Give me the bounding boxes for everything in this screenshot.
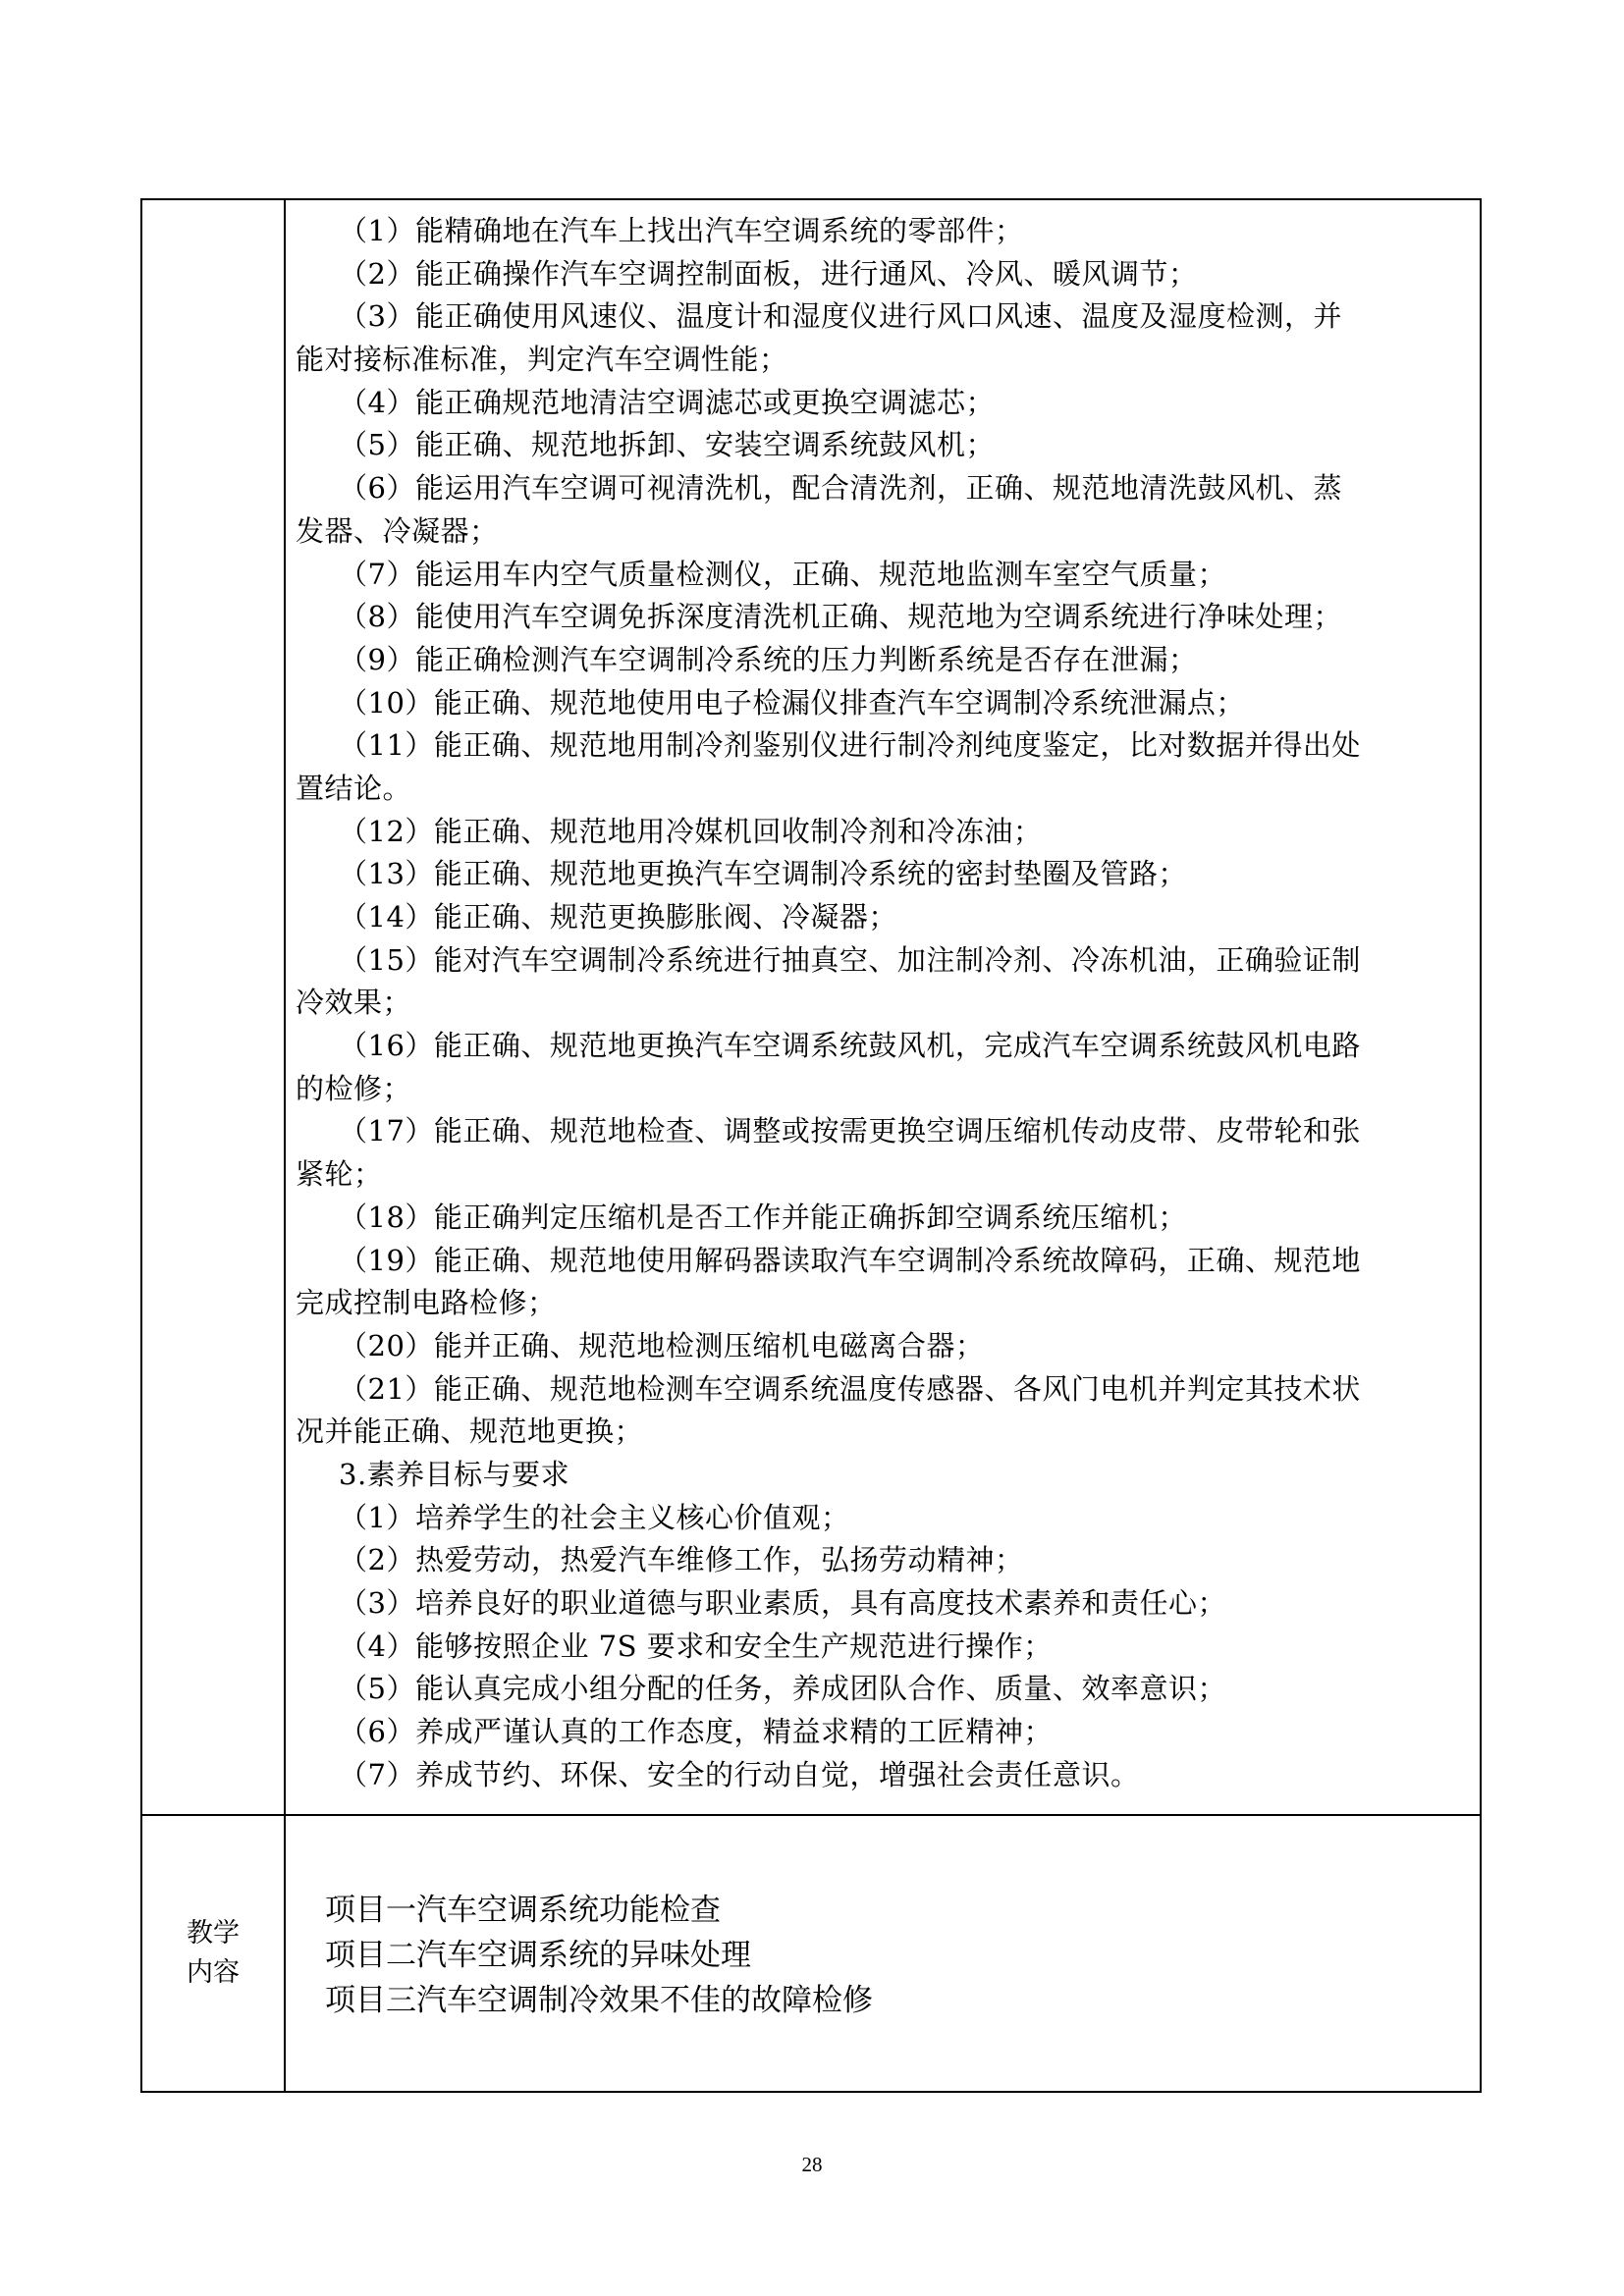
objective-line: （9）能正确检测汽车空调制冷系统的压力判断系统是否存在泄漏； <box>339 642 1198 676</box>
objective-line: （1）能精确地在汽车上找出汽车空调系统的零部件； <box>339 214 1024 247</box>
objective-line: （12）能正确、规范地用冷媒机回收制冷剂和冷冻油； <box>339 814 1043 848</box>
teaching-label-line-1: 教学 <box>187 1918 240 1949</box>
teaching-items-cell <box>285 1815 1481 2092</box>
objectives-label-cell <box>141 199 285 1815</box>
objectives-row <box>141 199 1481 1815</box>
objective-line: （6）能运用汽车空调可视清洗机，配合清洗剂，正确、规范地清洗鼓风机、蒸 <box>339 471 1342 506</box>
course-table <box>140 198 1482 2093</box>
objective-line: （16）能正确、规范地更换汽车空调系统鼓风机，完成汽车空调系统鼓风机电路 <box>339 1029 1361 1063</box>
objective-line: （13）能正确、规范地更换汽车空调制冷系统的密封垫圈及管路； <box>339 857 1187 891</box>
objective-line: （15）能对汽车空调制冷系统进行抽真空、加注制冷剂、冷冻机油，正确验证制 <box>339 942 1361 977</box>
objective-line: 置结论。 <box>296 771 412 805</box>
objective-line: （7）养成节约、环保、安全的行动自觉，增强社会责任意识。 <box>339 1757 1140 1791</box>
objective-line: 冷效果； <box>296 986 412 1020</box>
teaching-label-line-2: 内容 <box>187 1957 240 1988</box>
objective-line: （21）能正确、规范地检测车空调系统温度传感器、各风门电机并判定其技术状 <box>339 1371 1361 1406</box>
objective-line: （1）培养学生的社会主义核心价值观； <box>339 1500 850 1534</box>
teaching-item-3: 项目三汽车空调制冷效果不佳的故障检修 <box>325 1983 873 2018</box>
objective-line: 紧轮； <box>296 1157 383 1192</box>
objective-line: （20）能并正确、规范地检测压缩机电磁离合器； <box>339 1328 985 1362</box>
objective-line: 完成控制电路检修； <box>296 1286 557 1320</box>
objective-line: （2）能正确操作汽车空调控制面板，进行通风、冷风、暖风调节； <box>339 256 1198 291</box>
teaching-label-cell <box>141 1815 285 2092</box>
teaching-item-2: 项目二汽车空调系统的异味处理 <box>325 1938 751 1973</box>
objective-line: （5）能正确、规范地拆卸、安装空调系统鼓风机； <box>339 428 995 462</box>
objective-line: （11）能正确、规范地用制冷剂鉴别仪进行制冷剂纯度鉴定，比对数据并得出处 <box>339 728 1361 763</box>
objective-line: （3）培养良好的职业道德与职业素质，具有高度技术素养和责任心； <box>339 1586 1226 1620</box>
objective-line: （6）养成严谨认真的工作态度，精益求精的工匠精神； <box>339 1715 1053 1749</box>
teaching-item-1: 项目一汽车空调系统功能检查 <box>325 1893 721 1928</box>
objectives-content-cell <box>285 199 1481 1815</box>
objective-line: 能对接标准标准，判定汽车空调性能； <box>296 343 788 377</box>
objective-line: （10）能正确、规范地使用电子检漏仪排查汽车空调制冷系统泄漏点； <box>339 685 1245 720</box>
objective-line: （4）能够按照企业 7S 要求和安全生产规范进行操作； <box>339 1629 1053 1663</box>
objective-line: （8）能使用汽车空调免拆深度清洗机正确、规范地为空调系统进行净味处理； <box>339 600 1342 634</box>
objective-line: （7）能运用车内空气质量检测仪，正确、规范地监测车室空气质量； <box>339 557 1226 591</box>
objective-line: （17）能正确、规范地检查、调整或按需更换空调压缩机传动皮带、皮带轮和张 <box>339 1114 1361 1148</box>
objective-line: 的检修； <box>296 1071 412 1105</box>
objective-line: 况并能正确、规范地更换； <box>296 1415 644 1449</box>
objective-line: 发器、冷凝器； <box>296 513 499 548</box>
objectives-list <box>296 210 1472 1796</box>
page-number: 28 <box>801 2153 823 2176</box>
objective-line: （4）能正确规范地清洁空调滤芯或更换空调滤芯； <box>339 385 995 419</box>
objective-line: （5）能认真完成小组分配的任务，养成团队合作、质量、效率意识； <box>339 1672 1226 1706</box>
objective-line: （3）能正确使用风速仪、温度计和湿度仪进行风口风速、温度及湿度检测，并 <box>339 299 1342 334</box>
objective-line: （2）热爱劳动，热爱汽车维修工作，弘扬劳动精神； <box>339 1543 1024 1577</box>
objective-line: （14）能正确、规范更换膨胀阀、冷凝器； <box>339 900 897 934</box>
teaching-content-row <box>141 1815 1481 2092</box>
objective-line: 3.素养目标与要求 <box>339 1457 570 1491</box>
objective-line: （18）能正确判定压缩机是否工作并能正确拆卸空调系统压缩机； <box>339 1200 1187 1234</box>
teaching-items-list <box>286 1884 1480 2023</box>
objective-line: （19）能正确、规范地使用解码器读取汽车空调制冷系统故障码，正确、规范地 <box>339 1243 1361 1277</box>
